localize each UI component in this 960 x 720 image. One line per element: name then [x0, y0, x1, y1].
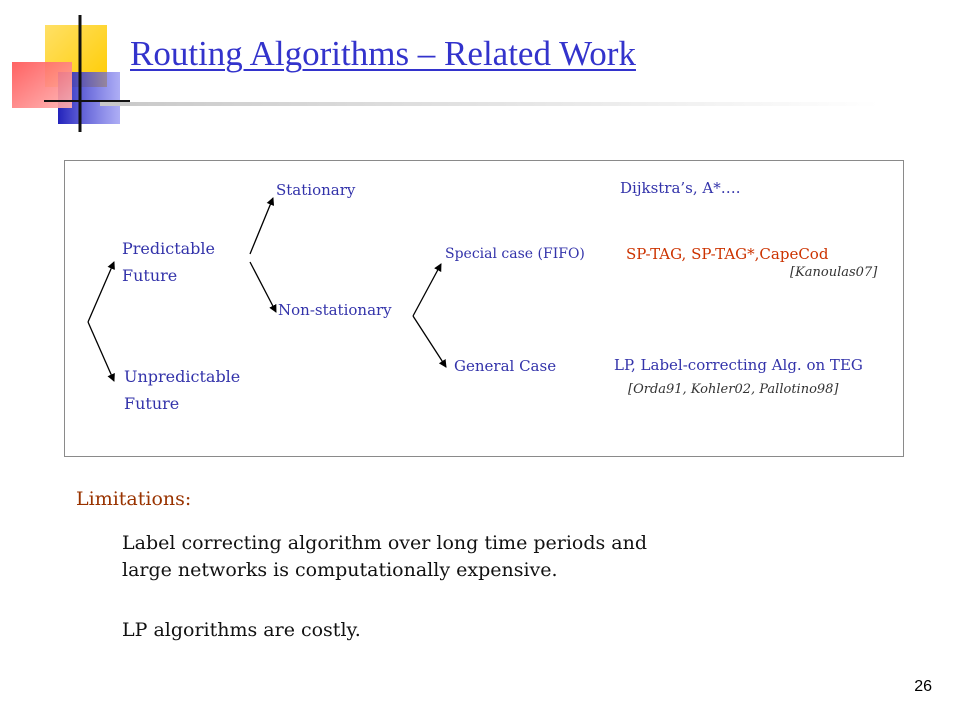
algorithms-special-case: SP-TAG, SP-TAG*,CapeCod: [626, 245, 829, 263]
arrow-to-non-stationary: [250, 262, 276, 312]
node-stationary: Stationary: [276, 181, 356, 199]
node-unpredictable: Unpredictable: [124, 367, 241, 386]
citations-general-case: [Orda91, Kohler02, Pallotino98]: [628, 382, 839, 397]
arrow-to-unpredictable: [88, 322, 114, 381]
limitation-2: LP algorithms are costly.: [122, 619, 361, 641]
limitation-1-line-2: large networks is computationally expensive.: [122, 559, 558, 581]
limitations-heading: Limitations:: [76, 488, 192, 510]
algorithms-general-case: LP, Label-correcting Alg. on TEG: [614, 356, 863, 374]
citation-kanoulas: [Kanoulas07]: [790, 265, 878, 280]
node-non-stationary: Non-stationary: [278, 301, 392, 319]
node-general-case: General Case: [454, 357, 557, 375]
slide-title: Routing Algorithms – Related Work: [130, 34, 636, 73]
arrow-to-predictable: [88, 262, 114, 322]
node-special-case: Special case (FIFO): [445, 246, 585, 262]
node-predictable-future: Future: [122, 266, 178, 285]
page-number: 26: [914, 678, 932, 695]
arrow-to-general-case: [413, 316, 446, 367]
arrow-to-special-case: [413, 264, 441, 316]
node-predictable: Predictable: [122, 239, 215, 258]
limitation-1-line-1: Label correcting algorithm over long time periods and: [122, 532, 648, 554]
arrow-to-stationary: [250, 198, 273, 254]
node-unpredictable-future: Future: [124, 394, 180, 413]
algorithms-stationary: Dijkstra’s, A*….: [620, 179, 741, 197]
